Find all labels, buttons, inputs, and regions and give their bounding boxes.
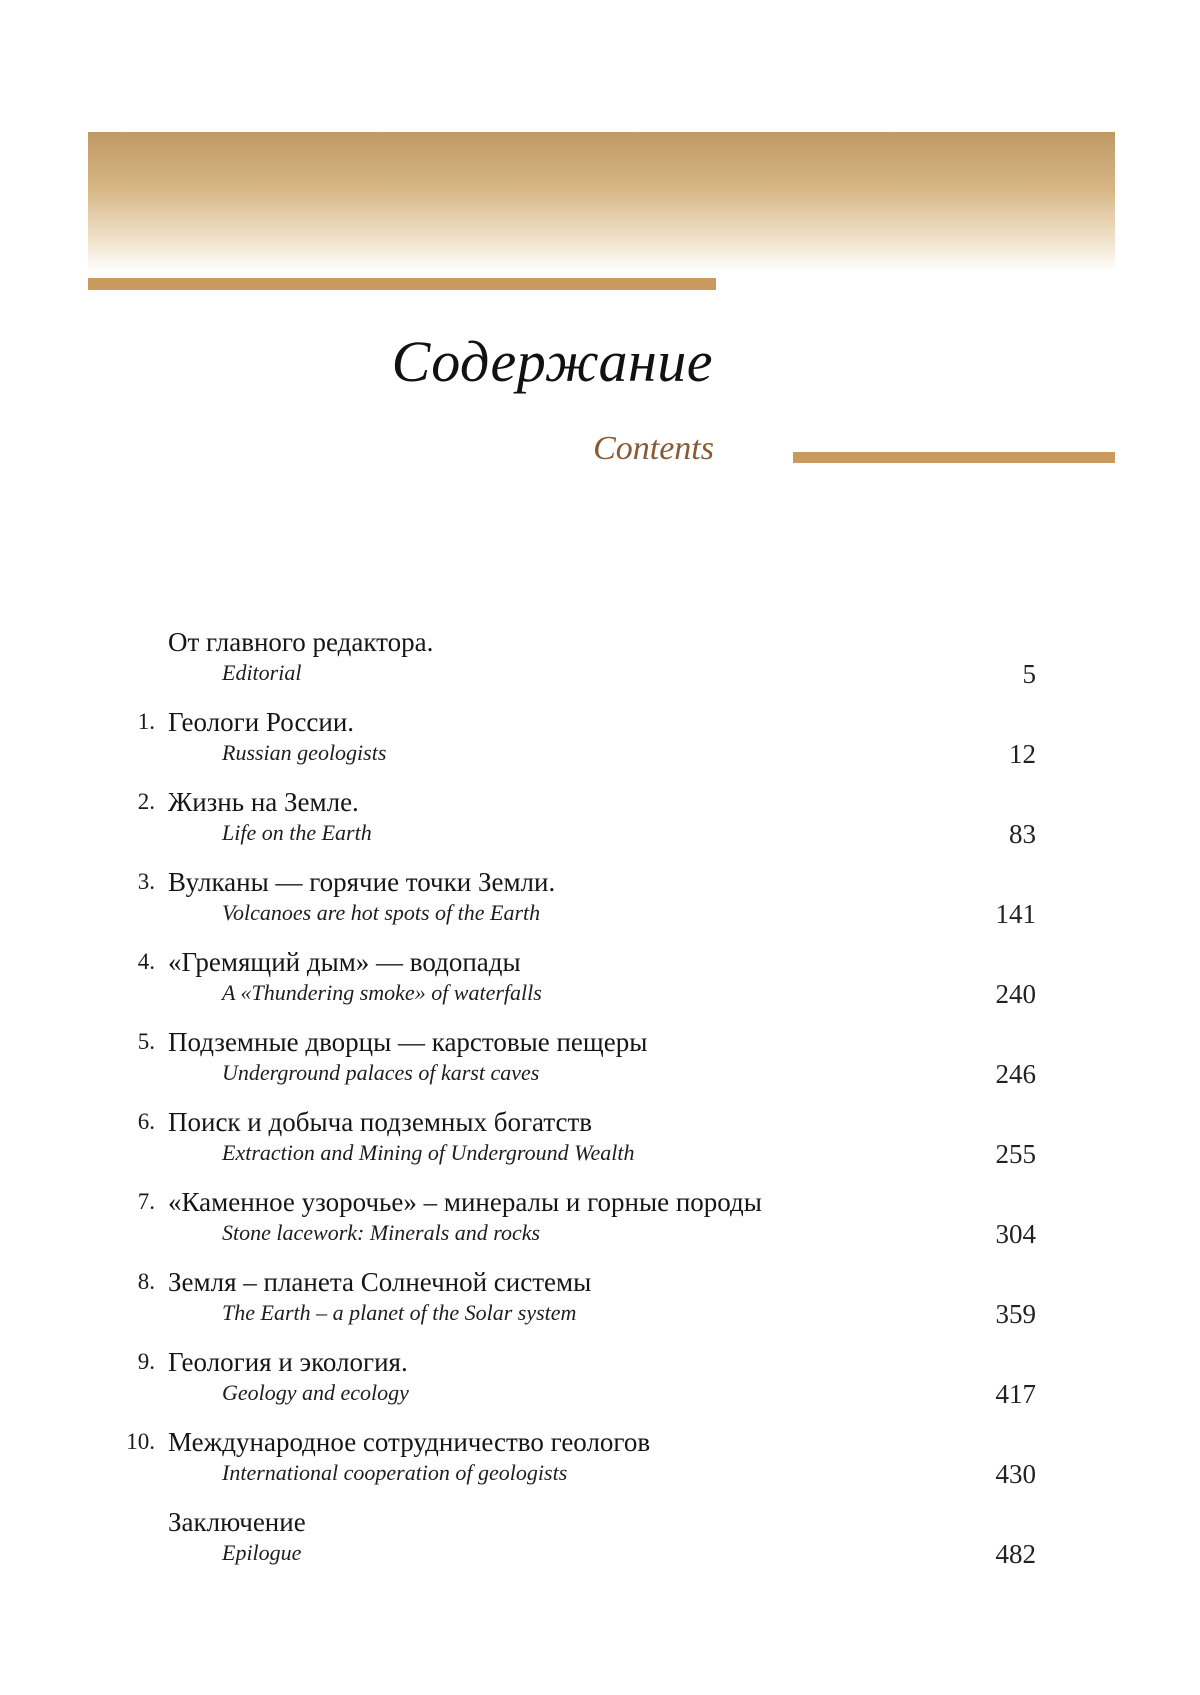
toc-entry[interactable] [0, 944, 1200, 1024]
subtitle-rule [793, 452, 1115, 463]
toc-entry[interactable] [0, 1264, 1200, 1344]
toc-entry-title-ru: Геология и экология. [168, 1347, 408, 1377]
toc-entry-page-number: 141 [995, 899, 1036, 929]
toc-entry-title-ru: Жизнь на Земле. [168, 787, 359, 817]
toc-entry-title-ru: От главного редактора. [168, 627, 434, 657]
toc-entry-page-number: 240 [995, 979, 1036, 1009]
toc-entry-title-ru: Международное сотрудничество геологов [168, 1427, 651, 1457]
toc-entry-title-ru: Заключение [168, 1507, 306, 1537]
toc-entry-title-ru: Геологи России. [168, 707, 355, 737]
toc-entry-title-ru: «Гремящий дым» — водопады [168, 947, 521, 977]
toc-entry-number: 7. [137, 1189, 155, 1214]
toc-entry-title-en: Volcanoes are hot spots of the Earth [222, 900, 541, 925]
toc-entry[interactable] [0, 704, 1200, 784]
toc-entry-title-en: Life on the Earth [222, 820, 372, 845]
toc-entry-page-number: 482 [995, 1539, 1036, 1569]
toc-entry[interactable] [0, 1184, 1200, 1264]
toc-entry-title-en: Epilogue [222, 1540, 302, 1565]
toc-entry-page-number: 12 [1009, 739, 1036, 769]
toc-entry-page-number: 255 [995, 1139, 1036, 1169]
toc-entry-number: 6. [137, 1109, 155, 1134]
toc-entry[interactable] [0, 1104, 1200, 1184]
toc-entry-number: 8. [137, 1269, 155, 1294]
toc-entry-number: 4. [137, 949, 155, 974]
toc-entry-title-en: A «Thundering smoke» of waterfalls [222, 980, 542, 1005]
toc-entry-number: 3. [137, 869, 155, 894]
toc-entry-page-number: 304 [995, 1219, 1036, 1249]
toc-entry-number: 9. [137, 1349, 155, 1374]
toc-entry-title-en: Underground palaces of karst caves [222, 1060, 540, 1085]
toc-entry-page-number: 430 [995, 1459, 1036, 1489]
toc-entry-title-ru: Земля – планета Солнечной системы [168, 1267, 592, 1297]
toc-entry-title-en: Geology and ecology [222, 1380, 409, 1405]
toc-entry-title-en: The Earth – a planet of the Solar system [222, 1300, 577, 1325]
toc-entry-number: 1. [137, 709, 155, 734]
toc-entry-page-number: 359 [995, 1299, 1036, 1329]
toc-entry[interactable] [0, 784, 1200, 864]
toc-entry-page-number: 5 [1022, 659, 1036, 689]
toc-entry[interactable] [0, 1024, 1200, 1104]
toc-entry[interactable] [0, 864, 1200, 944]
toc-entry-title-en: Stone lacework: Minerals and rocks [222, 1220, 541, 1245]
header-gradient-band [88, 132, 1115, 272]
toc-entry-title-ru: Подземные дворцы — карстовые пещеры [168, 1027, 648, 1057]
toc-entry[interactable] [0, 1504, 1200, 1584]
toc-entry-title-en: Extraction and Mining of Underground Wealth [222, 1140, 635, 1165]
toc-entry-number: 2. [137, 789, 155, 814]
page-subtitle: Contents [593, 430, 714, 467]
toc-entry[interactable] [0, 624, 1200, 704]
toc-entry-number: 10. [126, 1429, 155, 1454]
toc-entry[interactable] [0, 1424, 1200, 1504]
toc-entry-title-en: International cooperation of geologists [222, 1460, 568, 1485]
toc-entry-number: 5. [137, 1029, 155, 1054]
table-of-contents [0, 624, 1200, 1584]
header-rule [88, 278, 716, 290]
toc-entry-page-number: 417 [995, 1379, 1036, 1409]
page-title: Содержание [391, 329, 713, 394]
toc-entry-page-number: 83 [1009, 819, 1036, 849]
toc-entry-title-en: Russian geologists [222, 740, 387, 765]
toc-entry-title-ru: «Каменное узорочье» – минералы и горные породы [168, 1187, 762, 1217]
toc-entry-title-en: Editorial [222, 660, 302, 685]
toc-entry-page-number: 246 [995, 1059, 1036, 1089]
toc-entry[interactable] [0, 1344, 1200, 1424]
toc-entry-title-ru: Вулканы — горячие точки Земли. [168, 867, 556, 897]
toc-entry-title-ru: Поиск и добыча подземных богатств [168, 1107, 592, 1137]
